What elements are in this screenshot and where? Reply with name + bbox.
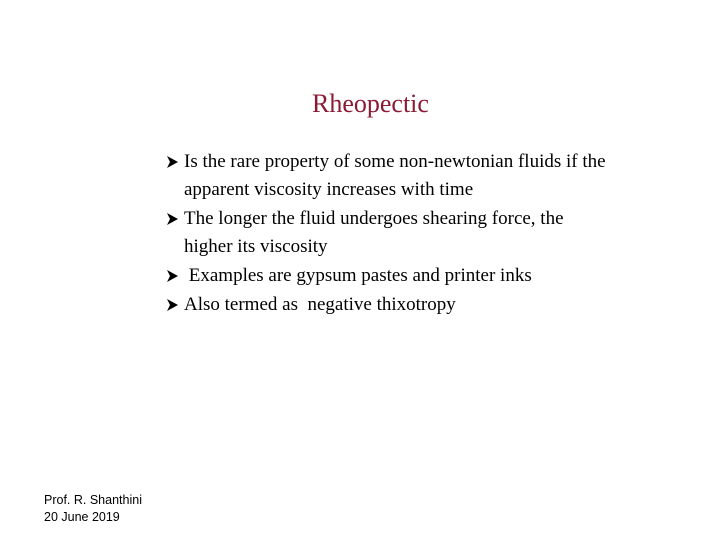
bullet-text: Examples are gypsum pastes and printer inks xyxy=(184,265,532,286)
bullet-item xyxy=(164,291,614,319)
bullet-text: Is the rare property of some non-newtonian fluids if the apparent viscosity increases with time xyxy=(184,151,606,200)
slide-footer xyxy=(44,492,142,526)
slide-title: Rheopectic xyxy=(312,89,429,118)
arrowhead-bullet-icon xyxy=(164,205,182,233)
bullet-list xyxy=(164,148,614,320)
arrowhead-bullet-icon xyxy=(164,148,182,176)
bullet-item xyxy=(164,262,614,290)
footer-author: Prof. R. Shanthini xyxy=(44,493,142,507)
bullet-item xyxy=(164,205,614,261)
arrowhead-bullet-icon xyxy=(164,291,182,319)
bullet-text: Also termed as negative thixotropy xyxy=(184,294,456,315)
arrowhead-bullet-icon xyxy=(164,262,182,290)
bullet-item xyxy=(164,148,614,204)
footer-date: 20 June 2019 xyxy=(44,510,120,524)
bullet-text: The longer the fluid undergoes shearing force, the higher its viscosity xyxy=(184,208,564,257)
